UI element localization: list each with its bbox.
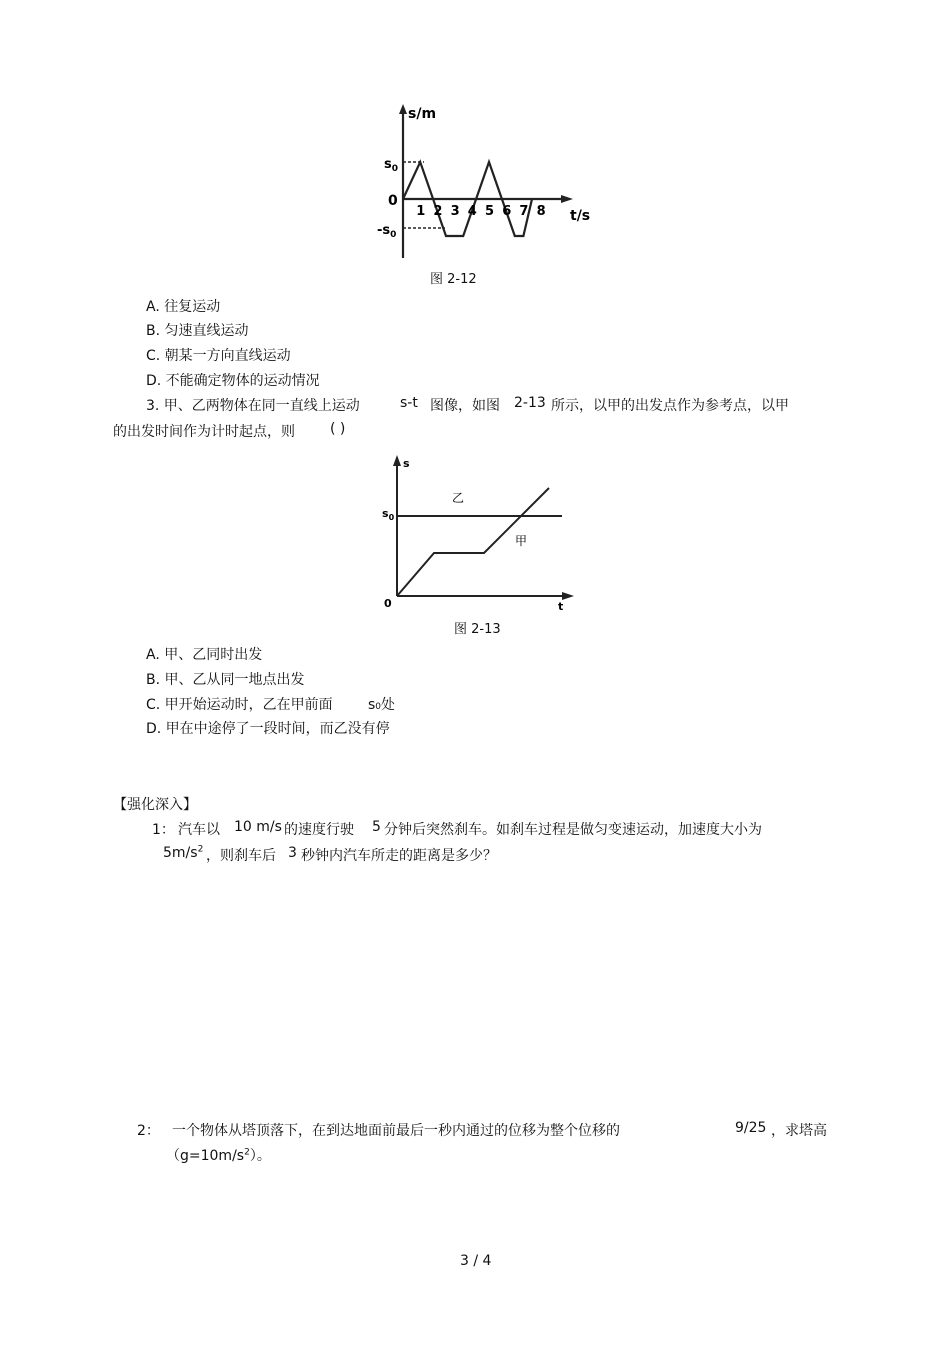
figure-2-12-caption: 图 2-12 bbox=[430, 272, 477, 287]
figure-2-13 bbox=[372, 450, 587, 637]
q3-option-b: B. 甲、乙从同一地点出发 bbox=[146, 672, 305, 688]
problem-1-text-c: 的速度行驶 bbox=[284, 822, 354, 838]
s0-label: $s_0$ bbox=[382, 507, 395, 522]
q3-answer-paren: ( ) bbox=[330, 421, 346, 437]
x-tick-label: 4 bbox=[467, 204, 477, 219]
q3-line1-part3: 图像，如图 bbox=[430, 398, 500, 414]
problem-1-number: 1： bbox=[152, 822, 175, 838]
problem-2-text-c: ，求塔高 bbox=[771, 1123, 827, 1139]
series-jia-label: 甲 bbox=[515, 534, 528, 548]
q3-line1-part4: 2-13 bbox=[514, 395, 546, 411]
s0-label: $s_0$ bbox=[384, 157, 399, 174]
x-axis-label: t bbox=[558, 600, 564, 613]
y-axis-arrow bbox=[399, 104, 407, 114]
x-axis-arrow bbox=[562, 592, 574, 600]
neg-s0-label: $-s_0$ bbox=[377, 223, 397, 240]
problem-1-text-a: 汽车以 bbox=[178, 822, 220, 838]
origin-label: 0 bbox=[388, 193, 398, 209]
figure-2-13-graph bbox=[372, 450, 587, 615]
q3-line1-part1: 3. 甲、乙两物体在同一直线上运动 bbox=[146, 398, 360, 414]
x-tick-label: 6 bbox=[502, 204, 512, 219]
x-tick-label: 5 bbox=[485, 204, 495, 219]
x-tick-label: 3 bbox=[450, 204, 460, 219]
q3-line1-part2: s-t bbox=[400, 395, 418, 411]
series-yi-label: 乙 bbox=[452, 491, 465, 505]
q2-option-a: A. 往复运动 bbox=[146, 299, 221, 315]
page-number: 3 / 4 bbox=[460, 1253, 492, 1269]
q3-line1-part5: 所示，以甲的出发点作为参考点，以甲 bbox=[551, 398, 789, 414]
x-tick-label: 7 bbox=[519, 204, 529, 219]
figure-2-12 bbox=[370, 98, 590, 287]
problem-1-text-l2d: 秒钟内汽车所走的距离是多少？ bbox=[301, 848, 497, 864]
q3-line2: 的出发时间作为计时起点，则 bbox=[113, 424, 295, 440]
figure-2-12-graph bbox=[370, 98, 590, 263]
x-axis-arrow bbox=[561, 195, 573, 203]
problem-2-text-a: 一个物体从塔顶落下，在到达地面前最后一秒内通过的位移为整个位移的 bbox=[172, 1123, 620, 1139]
q3-option-d: D. 甲在中途停了一段时间，而乙没有停 bbox=[146, 721, 390, 737]
problem-1-text-l2b: ，则刹车后 bbox=[206, 848, 276, 864]
q2-option-d: D. 不能确定物体的运动情况 bbox=[146, 373, 320, 389]
q3-option-c: C. 甲开始运动时，乙在甲前面 bbox=[146, 697, 333, 713]
x-tick-label: 1 bbox=[416, 204, 426, 219]
figure-2-13-caption: 图 2-13 bbox=[454, 622, 501, 637]
x-tick-label: 8 bbox=[536, 204, 546, 219]
problem-2-gravity: $(g=10m/s^2)$。 bbox=[166, 1147, 271, 1164]
problem-1-text-e: 分钟后突然刹车。如刹车过程是做匀变速运动，加速度大小为 bbox=[384, 822, 762, 838]
origin-label: 0 bbox=[384, 597, 392, 610]
problem-2-number: 2： bbox=[137, 1123, 160, 1139]
y-axis-label: s bbox=[403, 457, 410, 470]
x-axis-label: t/s bbox=[570, 208, 590, 224]
y-axis-label: s/m bbox=[408, 106, 437, 122]
y-axis-arrow bbox=[393, 455, 401, 466]
x-tick-labels bbox=[416, 204, 545, 219]
problem-1-acceleration: $5m/s^2$ bbox=[163, 844, 204, 861]
q3-option-a: A. 甲、乙同时出发 bbox=[146, 647, 263, 663]
problem-2-ratio: 9/25 bbox=[735, 1120, 767, 1136]
q2-option-b: B. 匀速直线运动 bbox=[146, 323, 249, 339]
problem-1-speed: 10 m/s bbox=[234, 819, 282, 835]
section-title: 【强化深入】 bbox=[113, 797, 197, 813]
x-tick-label: 2 bbox=[433, 204, 443, 219]
problem-1-seconds: 3 bbox=[288, 845, 297, 861]
problem-1-minutes: 5 bbox=[372, 819, 381, 835]
q3-option-c-position: s0处 bbox=[368, 697, 396, 713]
q2-option-c: C. 朝某一方向直线运动 bbox=[146, 348, 291, 364]
